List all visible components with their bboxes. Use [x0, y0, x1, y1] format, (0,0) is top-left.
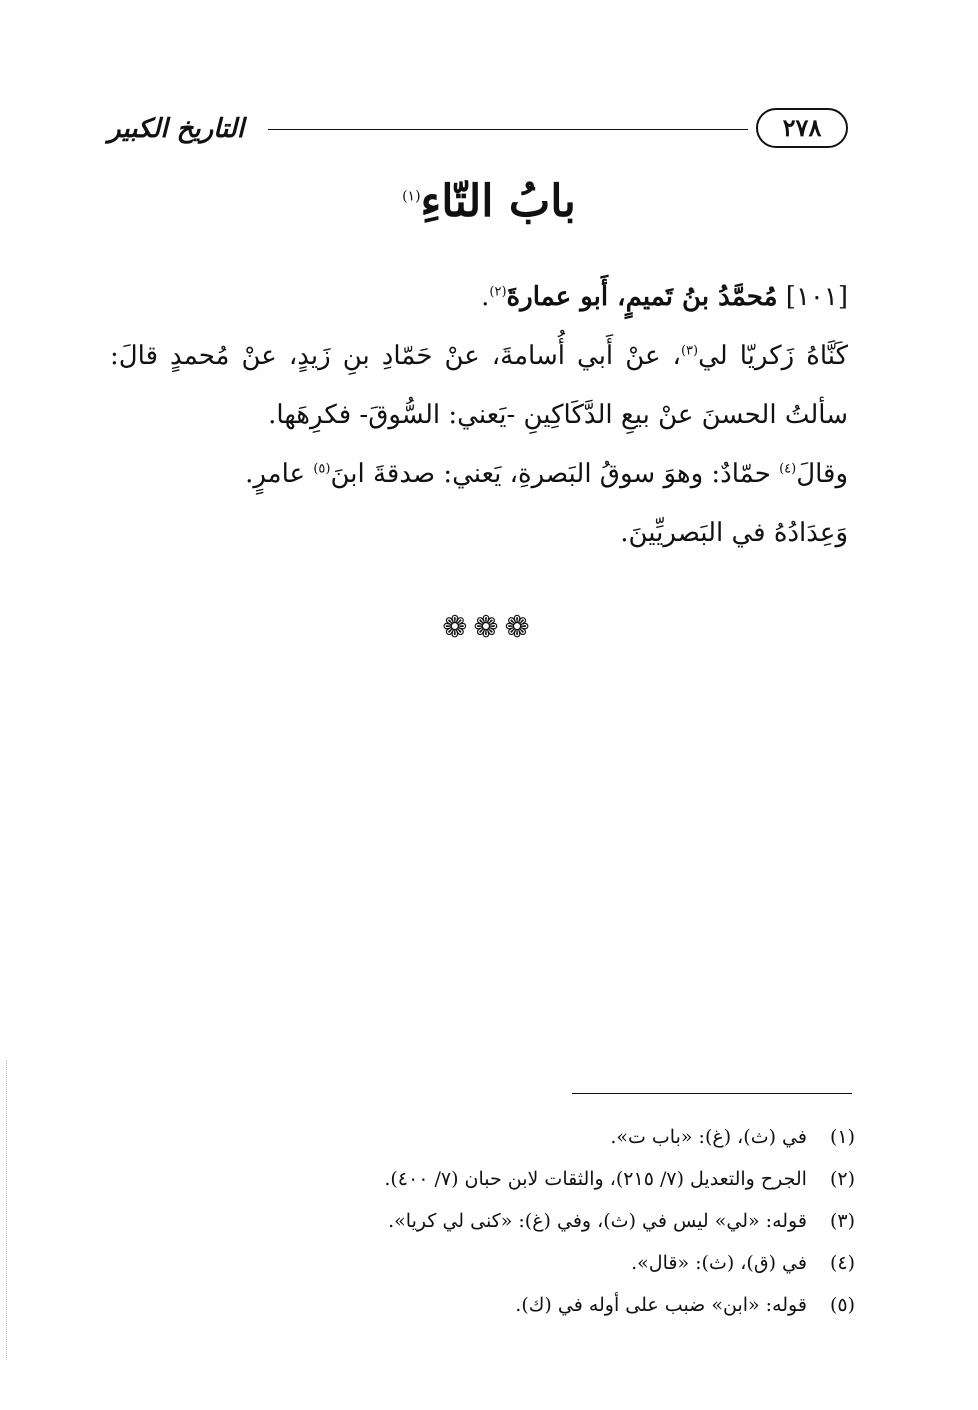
paragraph-text: ، عنْ أَبي أُسامةَ، عنْ حَمّادِ بنِ زَيدٍ، عنْ مُحمدٍ قالَ: سألتُ الحسنَ عنْ بيعِ الدَّكَاكِينِ -يَعني: السُّوقَ- فكرِهَها.	[110, 341, 848, 430]
margin-mark	[6, 1060, 7, 1360]
footnote-ref: (١)	[402, 188, 421, 205]
paragraph-text: وقالَ	[796, 459, 848, 489]
book-title: التاريخ الكبير	[108, 114, 245, 144]
footnote-ref: (٥)	[313, 461, 331, 477]
footnote-item	[200, 1200, 855, 1242]
footnote-item	[200, 1116, 855, 1158]
chapter-heading	[0, 172, 978, 232]
paragraph-1	[110, 327, 848, 445]
footnotes	[200, 1116, 855, 1326]
footnote-text: قوله: «لي» ليس في (ث)، وفي (غ): «كنى لي كريا».	[388, 1210, 807, 1232]
footnote-separator	[572, 1093, 852, 1094]
footnote-ref: (٤)	[779, 461, 797, 477]
running-header	[108, 104, 848, 154]
footnote-ref: (٣)	[680, 343, 699, 359]
paragraph-3: وَعِدَادُهُ في البَصريِّينَ.	[620, 518, 848, 548]
paragraph-text: عامرٍ.	[245, 459, 314, 489]
chapter-title: بابُ التّاءِ	[420, 176, 576, 227]
main-text	[110, 268, 848, 563]
footnote-ref: (٢)	[489, 284, 507, 300]
footnote-marker: (٥)	[829, 1294, 855, 1316]
footnote-marker: (٢)	[829, 1168, 855, 1190]
footnote-item	[200, 1242, 855, 1284]
header-rule	[268, 129, 748, 130]
entry-end: .	[481, 282, 490, 312]
footnote-item	[200, 1284, 855, 1326]
footnote-item	[200, 1158, 855, 1200]
paragraph-text: حمّادٌ: وهوَ سوقُ البَصرةِ، يَعني: صدقةَ ابنَ	[330, 459, 780, 489]
footnote-text: في (ث)، (غ): «باب ت».	[610, 1126, 807, 1148]
footnote-marker: (٤)	[829, 1252, 855, 1274]
footnote-text: الجرح والتعديل (٧/ ٢١٥)، والثقات لابن حبان (٧/ ٤٠٠).	[384, 1168, 807, 1190]
paragraph-2	[110, 445, 848, 504]
section-ornament-icon: ❁❁❁	[442, 610, 536, 645]
paragraph-text: كَنَّاهُ زَكريّا لي	[698, 341, 848, 371]
entry-number: [١٠١]	[785, 282, 848, 312]
footnote-marker: (٣)	[829, 1210, 855, 1232]
footnote-text: قوله: «ابن» ضبب على أوله في (ك).	[515, 1294, 807, 1316]
page-number: ٢٧٨	[756, 108, 848, 148]
entry-name: مُحمَّدُ بنُ تَميمٍ، أَبو عمارةَ	[506, 282, 778, 312]
footnote-text: في (ق)، (ث): «قال».	[631, 1252, 807, 1274]
footnote-marker: (١)	[829, 1126, 855, 1148]
entry-heading	[110, 268, 848, 327]
